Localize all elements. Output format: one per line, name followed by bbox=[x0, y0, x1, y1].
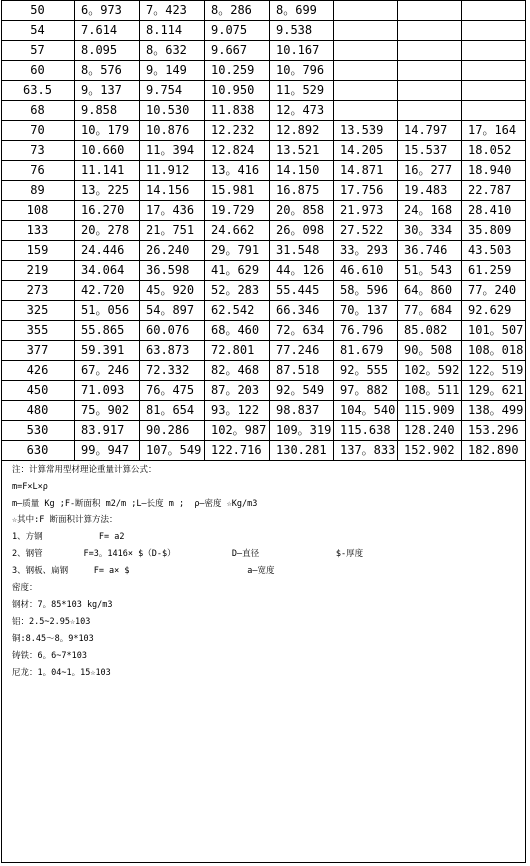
weight-cell: 122.716 bbox=[205, 441, 270, 461]
weight-cell: 99。947 bbox=[75, 441, 140, 461]
weight-cell: 15.537 bbox=[398, 141, 462, 161]
weight-cell: 13.521 bbox=[270, 141, 334, 161]
weight-cell bbox=[462, 21, 526, 41]
weight-cell: 22.787 bbox=[462, 181, 526, 201]
diameter-cell: 159 bbox=[2, 241, 75, 261]
table-body bbox=[2, 1, 526, 461]
weight-cell: 90。508 bbox=[398, 341, 462, 361]
steel-density-line: 钢材：7。85*103 kg/m3 bbox=[12, 600, 113, 610]
diameter-cell: 76 bbox=[2, 161, 75, 181]
weight-cell: 12.232 bbox=[205, 121, 270, 141]
table-row bbox=[2, 381, 526, 401]
weight-cell: 26。098 bbox=[270, 221, 334, 241]
weight-cell bbox=[334, 61, 398, 81]
weight-cell: 16.270 bbox=[75, 201, 140, 221]
table-row bbox=[2, 1, 526, 21]
weight-cell: 9.754 bbox=[140, 81, 205, 101]
weight-cell: 16。277 bbox=[398, 161, 462, 181]
weight-cell: 122。519 bbox=[462, 361, 526, 381]
weight-cell: 182.890 bbox=[462, 441, 526, 461]
weight-cell: 10.660 bbox=[75, 141, 140, 161]
weight-cell: 9.667 bbox=[205, 41, 270, 61]
weight-cell bbox=[462, 1, 526, 21]
weight-cell bbox=[462, 101, 526, 121]
diameter-cell: 377 bbox=[2, 341, 75, 361]
weight-cell: 9.538 bbox=[270, 21, 334, 41]
weight-cell: 153.296 bbox=[462, 421, 526, 441]
weight-cell bbox=[462, 81, 526, 101]
weight-cell: 28.410 bbox=[462, 201, 526, 221]
diameter-cell: 73 bbox=[2, 141, 75, 161]
weight-cell: 93。122 bbox=[205, 401, 270, 421]
weight-cell: 8.095 bbox=[75, 41, 140, 61]
weight-cell: 52。283 bbox=[205, 281, 270, 301]
weight-cell: 92。555 bbox=[334, 361, 398, 381]
diameter-cell: 57 bbox=[2, 41, 75, 61]
weight-cell: 67。246 bbox=[75, 361, 140, 381]
formula-line: m=F×L×ρ bbox=[12, 482, 48, 492]
table-row bbox=[2, 321, 526, 341]
weight-cell: 20。278 bbox=[75, 221, 140, 241]
weight-cell: 10.876 bbox=[140, 121, 205, 141]
weight-cell: 10.167 bbox=[270, 41, 334, 61]
table-row bbox=[2, 281, 526, 301]
weight-cell: 76.796 bbox=[334, 321, 398, 341]
weight-cell: 87。203 bbox=[205, 381, 270, 401]
weight-cell: 12。473 bbox=[270, 101, 334, 121]
table-row bbox=[2, 301, 526, 321]
weight-cell: 6。973 bbox=[75, 1, 140, 21]
diameter-cell: 63.5 bbox=[2, 81, 75, 101]
weight-cell: 14.797 bbox=[398, 121, 462, 141]
weight-cell: 85.082 bbox=[398, 321, 462, 341]
weight-cell: 101。507 bbox=[462, 321, 526, 341]
diameter-cell: 68 bbox=[2, 101, 75, 121]
weight-cell: 108。511 bbox=[398, 381, 462, 401]
weight-cell: 14.156 bbox=[140, 181, 205, 201]
weight-cell: 62.542 bbox=[205, 301, 270, 321]
weight-cell bbox=[398, 61, 462, 81]
steel-pipe-weight-table bbox=[1, 0, 526, 461]
weight-cell: 97。882 bbox=[334, 381, 398, 401]
weight-cell: 26.240 bbox=[140, 241, 205, 261]
table-row bbox=[2, 261, 526, 281]
weight-cell bbox=[334, 101, 398, 121]
weight-cell: 13。225 bbox=[75, 181, 140, 201]
weight-cell: 46.610 bbox=[334, 261, 398, 281]
diameter-cell: 70 bbox=[2, 121, 75, 141]
weight-cell bbox=[462, 41, 526, 61]
diameter-cell: 108 bbox=[2, 201, 75, 221]
weight-cell: 58。596 bbox=[334, 281, 398, 301]
weight-cell: 9。137 bbox=[75, 81, 140, 101]
diameter-cell: 273 bbox=[2, 281, 75, 301]
diameter-cell: 133 bbox=[2, 221, 75, 241]
weight-cell: 44。126 bbox=[270, 261, 334, 281]
weight-cell: 109。319 bbox=[270, 421, 334, 441]
weight-cell: 42.720 bbox=[75, 281, 140, 301]
diameter-cell: 89 bbox=[2, 181, 75, 201]
weight-cell: 108。018 bbox=[462, 341, 526, 361]
weight-cell: 92.629 bbox=[462, 301, 526, 321]
weight-cell: 81。654 bbox=[140, 401, 205, 421]
diameter-cell: 50 bbox=[2, 1, 75, 21]
weight-cell: 128.240 bbox=[398, 421, 462, 441]
weight-cell: 10。796 bbox=[270, 61, 334, 81]
weight-cell: 59.391 bbox=[75, 341, 140, 361]
table-row bbox=[2, 341, 526, 361]
weight-cell: 21。751 bbox=[140, 221, 205, 241]
weight-cell: 152.902 bbox=[398, 441, 462, 461]
weight-cell: 129。621 bbox=[462, 381, 526, 401]
weight-cell: 43.503 bbox=[462, 241, 526, 261]
weight-cell: 72。634 bbox=[270, 321, 334, 341]
weight-cell bbox=[398, 101, 462, 121]
weight-cell: 17。164 bbox=[462, 121, 526, 141]
weight-cell: 76。475 bbox=[140, 381, 205, 401]
weight-cell: 75。902 bbox=[75, 401, 140, 421]
weight-cell: 12.892 bbox=[270, 121, 334, 141]
weight-cell: 13。416 bbox=[205, 161, 270, 181]
weight-cell: 64。860 bbox=[398, 281, 462, 301]
weight-cell: 72.801 bbox=[205, 341, 270, 361]
weight-cell: 27.522 bbox=[334, 221, 398, 241]
weight-cell: 10.950 bbox=[205, 81, 270, 101]
diameter-cell: 325 bbox=[2, 301, 75, 321]
weight-cell: 72.332 bbox=[140, 361, 205, 381]
table-row bbox=[2, 141, 526, 161]
table-row bbox=[2, 361, 526, 381]
weight-cell: 31.548 bbox=[270, 241, 334, 261]
weight-cell: 45。920 bbox=[140, 281, 205, 301]
weight-cell: 11.141 bbox=[75, 161, 140, 181]
weight-cell: 54。897 bbox=[140, 301, 205, 321]
weight-cell: 9.075 bbox=[205, 21, 270, 41]
table-row bbox=[2, 241, 526, 261]
weight-cell: 115.909 bbox=[398, 401, 462, 421]
copper-density-line: 铜:8.45～8。9*103 bbox=[12, 634, 94, 644]
weight-cell: 14.150 bbox=[270, 161, 334, 181]
diameter-cell: 219 bbox=[2, 261, 75, 281]
weight-cell: 16.875 bbox=[270, 181, 334, 201]
weight-cell: 82。468 bbox=[205, 361, 270, 381]
steel-pipe-line: 2、钢管 F=3。1416× $（D-$） D—直径 $-厚度 bbox=[12, 549, 364, 559]
weight-cell: 71.093 bbox=[75, 381, 140, 401]
weight-cell: 20。858 bbox=[270, 201, 334, 221]
definitions-line: m—质量 Kg ;F-断面积 m2/m ;L—长度 m ; ρ—密度 ☆Kg/m3 bbox=[12, 499, 258, 509]
weight-cell: 77。684 bbox=[398, 301, 462, 321]
weight-cell: 102。592 bbox=[398, 361, 462, 381]
diameter-cell: 355 bbox=[2, 321, 75, 341]
weight-cell: 107。549 bbox=[140, 441, 205, 461]
weight-cell: 55.865 bbox=[75, 321, 140, 341]
weight-cell: 36.598 bbox=[140, 261, 205, 281]
weight-cell: 51。056 bbox=[75, 301, 140, 321]
weight-cell: 17。436 bbox=[140, 201, 205, 221]
weight-cell: 7.614 bbox=[75, 21, 140, 41]
table-row bbox=[2, 81, 526, 101]
weight-cell bbox=[334, 81, 398, 101]
weight-cell: 102。987 bbox=[205, 421, 270, 441]
weight-cell bbox=[334, 1, 398, 21]
table-row bbox=[2, 441, 526, 461]
weight-cell: 13.539 bbox=[334, 121, 398, 141]
diameter-cell: 54 bbox=[2, 21, 75, 41]
weight-cell: 77.246 bbox=[270, 341, 334, 361]
weight-cell: 8.114 bbox=[140, 21, 205, 41]
weight-cell: 11.838 bbox=[205, 101, 270, 121]
diameter-cell: 530 bbox=[2, 421, 75, 441]
weight-cell: 115.638 bbox=[334, 421, 398, 441]
weight-cell: 35.809 bbox=[462, 221, 526, 241]
weight-cell: 104。540 bbox=[334, 401, 398, 421]
weight-cell: 33。293 bbox=[334, 241, 398, 261]
cast-iron-density-line: 铸铁：6。6~7*103 bbox=[12, 651, 87, 661]
diameter-cell: 630 bbox=[2, 441, 75, 461]
weight-cell: 70。137 bbox=[334, 301, 398, 321]
notes-title: 注：计算常用型材理论重量计算公式： bbox=[12, 465, 157, 475]
table-row bbox=[2, 61, 526, 81]
weight-cell: 61.259 bbox=[462, 261, 526, 281]
weight-cell: 68。460 bbox=[205, 321, 270, 341]
weight-cell bbox=[462, 61, 526, 81]
weight-cell: 14.871 bbox=[334, 161, 398, 181]
weight-cell: 60.076 bbox=[140, 321, 205, 341]
weight-cell: 36.746 bbox=[398, 241, 462, 261]
weight-cell: 8。632 bbox=[140, 41, 205, 61]
weight-cell: 34.064 bbox=[75, 261, 140, 281]
density-title: 密度： bbox=[12, 583, 38, 593]
table-row bbox=[2, 121, 526, 141]
weight-cell: 17.756 bbox=[334, 181, 398, 201]
weight-cell: 66.346 bbox=[270, 301, 334, 321]
weight-cell bbox=[398, 21, 462, 41]
weight-cell bbox=[398, 41, 462, 61]
weight-cell: 10。179 bbox=[75, 121, 140, 141]
table-row bbox=[2, 21, 526, 41]
square-steel-line: 1、方钢 F= a2 bbox=[12, 532, 125, 542]
weight-cell: 18.052 bbox=[462, 141, 526, 161]
weight-cell: 83.917 bbox=[75, 421, 140, 441]
weight-cell: 11。529 bbox=[270, 81, 334, 101]
weight-cell bbox=[334, 21, 398, 41]
weight-cell: 11.912 bbox=[140, 161, 205, 181]
diameter-cell: 480 bbox=[2, 401, 75, 421]
weight-cell: 55.445 bbox=[270, 281, 334, 301]
weight-cell: 24.446 bbox=[75, 241, 140, 261]
weight-cell: 10.530 bbox=[140, 101, 205, 121]
weight-cell: 8。699 bbox=[270, 1, 334, 21]
weight-cell: 10.259 bbox=[205, 61, 270, 81]
diameter-cell: 60 bbox=[2, 61, 75, 81]
weight-cell: 63.873 bbox=[140, 341, 205, 361]
weight-cell: 41。629 bbox=[205, 261, 270, 281]
weight-cell bbox=[398, 81, 462, 101]
weight-cell: 19.729 bbox=[205, 201, 270, 221]
weight-cell: 14.205 bbox=[334, 141, 398, 161]
weight-cell: 87.518 bbox=[270, 361, 334, 381]
table-row bbox=[2, 101, 526, 121]
table-row bbox=[2, 201, 526, 221]
diameter-cell: 450 bbox=[2, 381, 75, 401]
weight-cell: 30。334 bbox=[398, 221, 462, 241]
diameter-cell: 426 bbox=[2, 361, 75, 381]
steel-plate-line: 3、钢板、扁钢 F= a× $ a—宽度 bbox=[12, 566, 275, 576]
weight-cell: 11。394 bbox=[140, 141, 205, 161]
weight-cell: 9.858 bbox=[75, 101, 140, 121]
weight-cell: 130.281 bbox=[270, 441, 334, 461]
weight-cell: 21.973 bbox=[334, 201, 398, 221]
document-page bbox=[1, 0, 526, 863]
weight-cell: 7。423 bbox=[140, 1, 205, 21]
table-row bbox=[2, 221, 526, 241]
weight-cell: 51。543 bbox=[398, 261, 462, 281]
aluminum-density-line: 铝：2.5~2.95☆103 bbox=[12, 617, 91, 627]
weight-cell bbox=[334, 41, 398, 61]
nylon-density-line: 尼龙：1。04~1。15☆103 bbox=[12, 668, 111, 678]
weight-cell: 18.940 bbox=[462, 161, 526, 181]
weight-cell: 29。791 bbox=[205, 241, 270, 261]
weight-cell: 98.837 bbox=[270, 401, 334, 421]
weight-cell: 24。168 bbox=[398, 201, 462, 221]
weight-cell: 138。499 bbox=[462, 401, 526, 421]
table-row bbox=[2, 401, 526, 421]
weight-cell: 8。286 bbox=[205, 1, 270, 21]
table-row bbox=[2, 41, 526, 61]
notes-section bbox=[2, 461, 525, 678]
weight-cell: 9。149 bbox=[140, 61, 205, 81]
weight-cell: 137。833 bbox=[334, 441, 398, 461]
weight-cell: 12.824 bbox=[205, 141, 270, 161]
weight-cell: 77。240 bbox=[462, 281, 526, 301]
weight-cell: 15.981 bbox=[205, 181, 270, 201]
section-area-title: ☆其中:F 断面积计算方法： bbox=[12, 515, 118, 525]
weight-cell: 8。576 bbox=[75, 61, 140, 81]
table-row bbox=[2, 421, 526, 441]
weight-cell bbox=[398, 1, 462, 21]
table-row bbox=[2, 181, 526, 201]
weight-cell: 24.662 bbox=[205, 221, 270, 241]
table-row bbox=[2, 161, 526, 181]
weight-cell: 81.679 bbox=[334, 341, 398, 361]
weight-cell: 92。549 bbox=[270, 381, 334, 401]
weight-cell: 90.286 bbox=[140, 421, 205, 441]
weight-cell: 19.483 bbox=[398, 181, 462, 201]
